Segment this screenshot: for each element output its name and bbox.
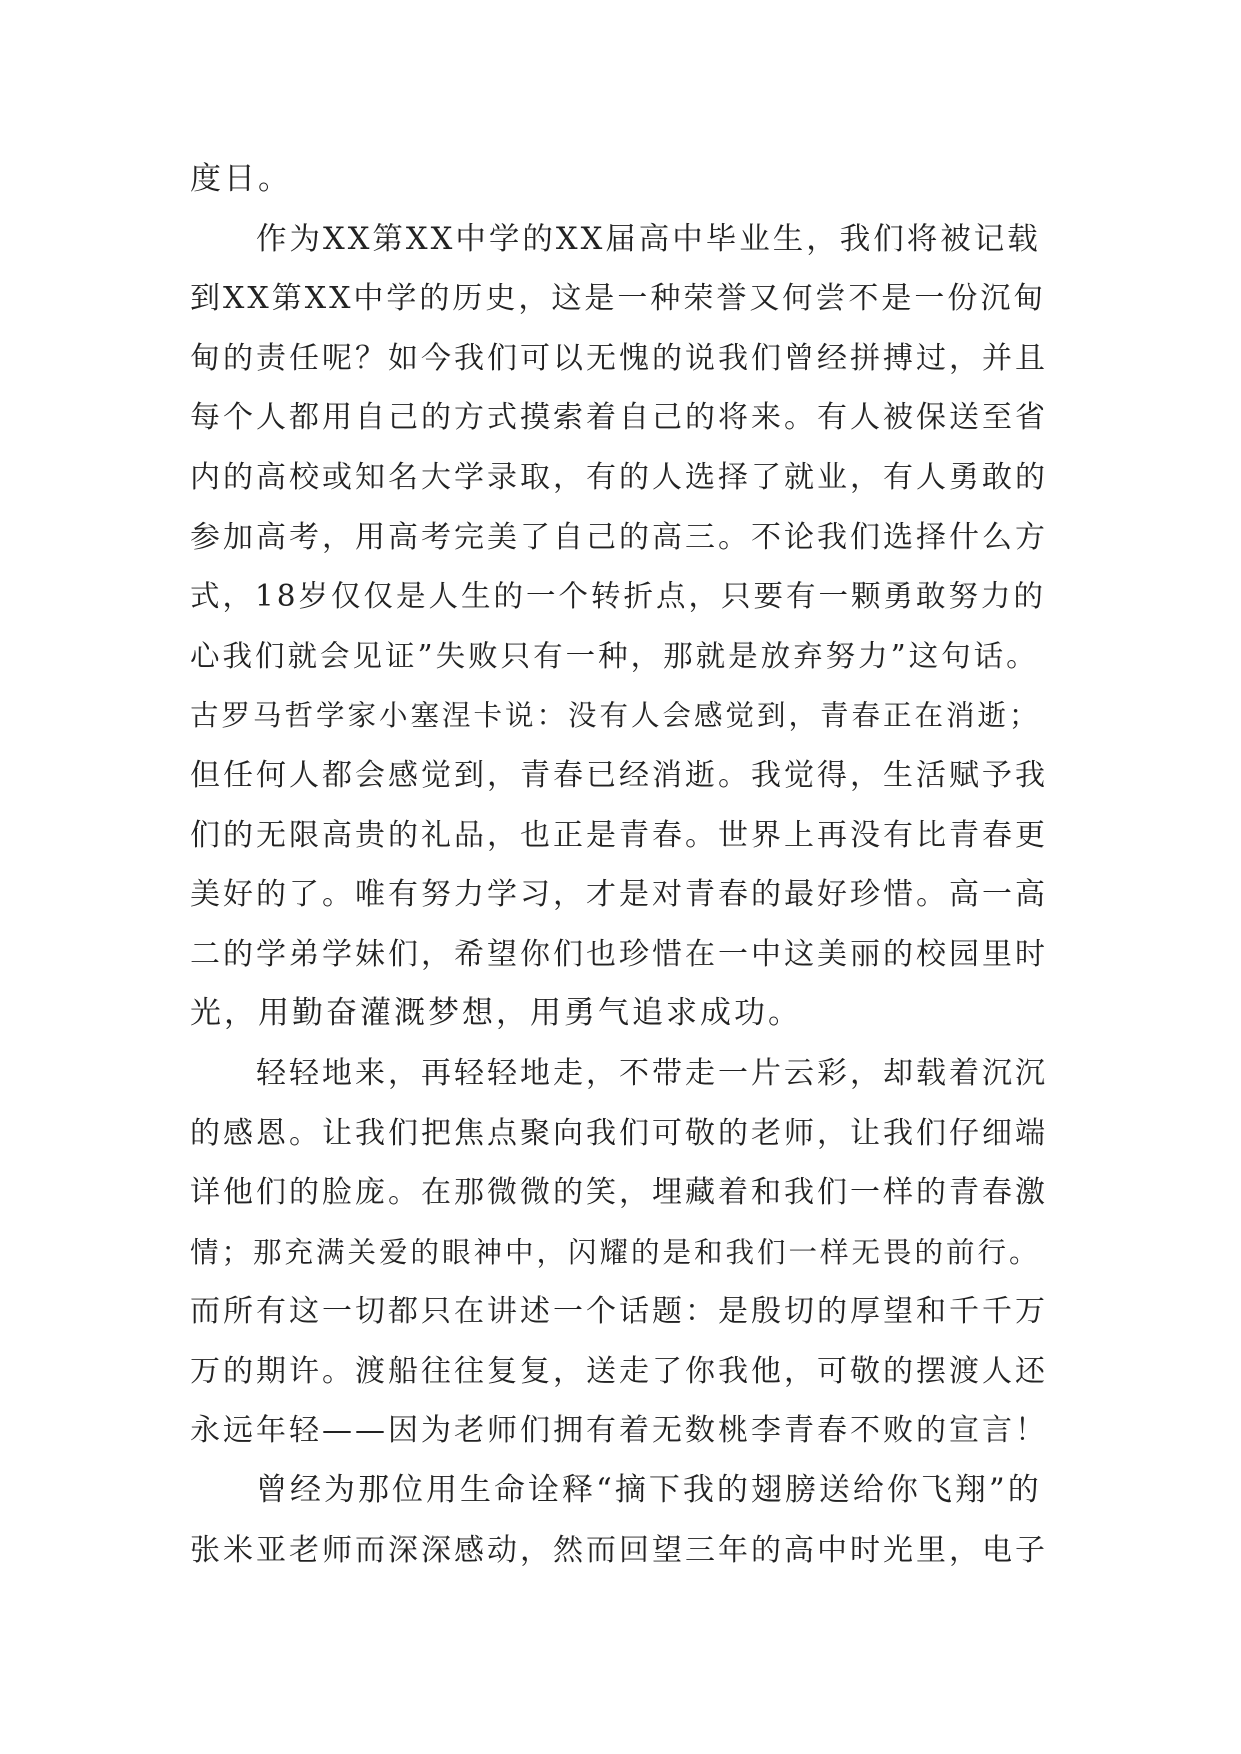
text-line: 到XX第XX中学的历史，这是一种荣誉又何尝不是一份沉甸 — [190, 281, 1047, 317]
text-line: 的感恩。让我们把焦点聚向我们可敬的老师，让我们仔细端 — [190, 1115, 1048, 1151]
text-line: 们的无限高贵的礼品，也正是青春。世界上再没有比青春更 — [190, 817, 1048, 853]
text-line: 古罗马哲学家小塞涅卡说：没有人会感觉到，青春正在消逝； — [190, 699, 1041, 733]
text-line: 度日。 — [190, 161, 292, 197]
paragraph-start-line: 轻轻地来，再轻轻地走，不带走一片云彩，却载着沉沉 — [256, 1055, 1048, 1091]
text-line: 详他们的脸庞。在那微微的笑，埋藏着和我们一样的青春激 — [190, 1175, 1048, 1211]
text-line: 二的学弟学妹们，希望你们也珍惜在一中这美丽的校园里时 — [190, 936, 1048, 972]
document-body — [190, 150, 1050, 1580]
text-line: 但任何人都会感觉到，青春已经消逝。我觉得，生活赋予我 — [190, 757, 1048, 793]
text-line: 内的高校或知名大学录取，有的人选择了就业，有人勇敢的 — [190, 459, 1048, 495]
text-line: 每个人都用自己的方式摸索着自己的将来。有人被保送至省 — [190, 400, 1048, 436]
paragraph-start-line: 作为XX第XX中学的XX届高中毕业生，我们将被记载 — [256, 221, 1041, 257]
text-line: 式，18岁仅仅是人生的一个转折点，只要有一颗勇敢努力的 — [190, 579, 1047, 614]
text-line: 光，用勤奋灌溉梦想，用勇气追求成功。 — [190, 995, 802, 1032]
text-line: 甸的责任呢？如今我们可以无愧的说我们曾经拼搏过，并且 — [190, 340, 1048, 376]
text-line: 张米亚老师而深深感动，然而回望三年的高中时光里，电子 — [190, 1532, 1048, 1568]
text-line: 而所有这一切都只在讲述一个话题：是殷切的厚望和千千万 — [190, 1294, 1048, 1330]
text-line: 情；那充满关爱的眼神中，闪耀的是和我们一样无畏的前行。 — [190, 1235, 1041, 1269]
paragraph-start-line: 曾经为那位用生命诠释“摘下我的翅膀送给你飞翔”的 — [256, 1472, 1042, 1509]
text-line: 美好的了。唯有努力学习，才是对青春的最好珍惜。高一高 — [190, 877, 1048, 913]
text-line: 心我们就会见证”失败只有一种，那就是放弃努力”这句话。 — [190, 638, 1039, 673]
text-line: 永远年轻——因为老师们拥有着无数桃李青春不败的宣言！ — [190, 1413, 1048, 1449]
text-line: 万的期许。渡船往往复复，送走了你我他，可敬的摆渡人还 — [190, 1353, 1048, 1389]
text-line: 参加高考，用高考完美了自己的高三。不论我们选择什么方 — [190, 519, 1048, 555]
